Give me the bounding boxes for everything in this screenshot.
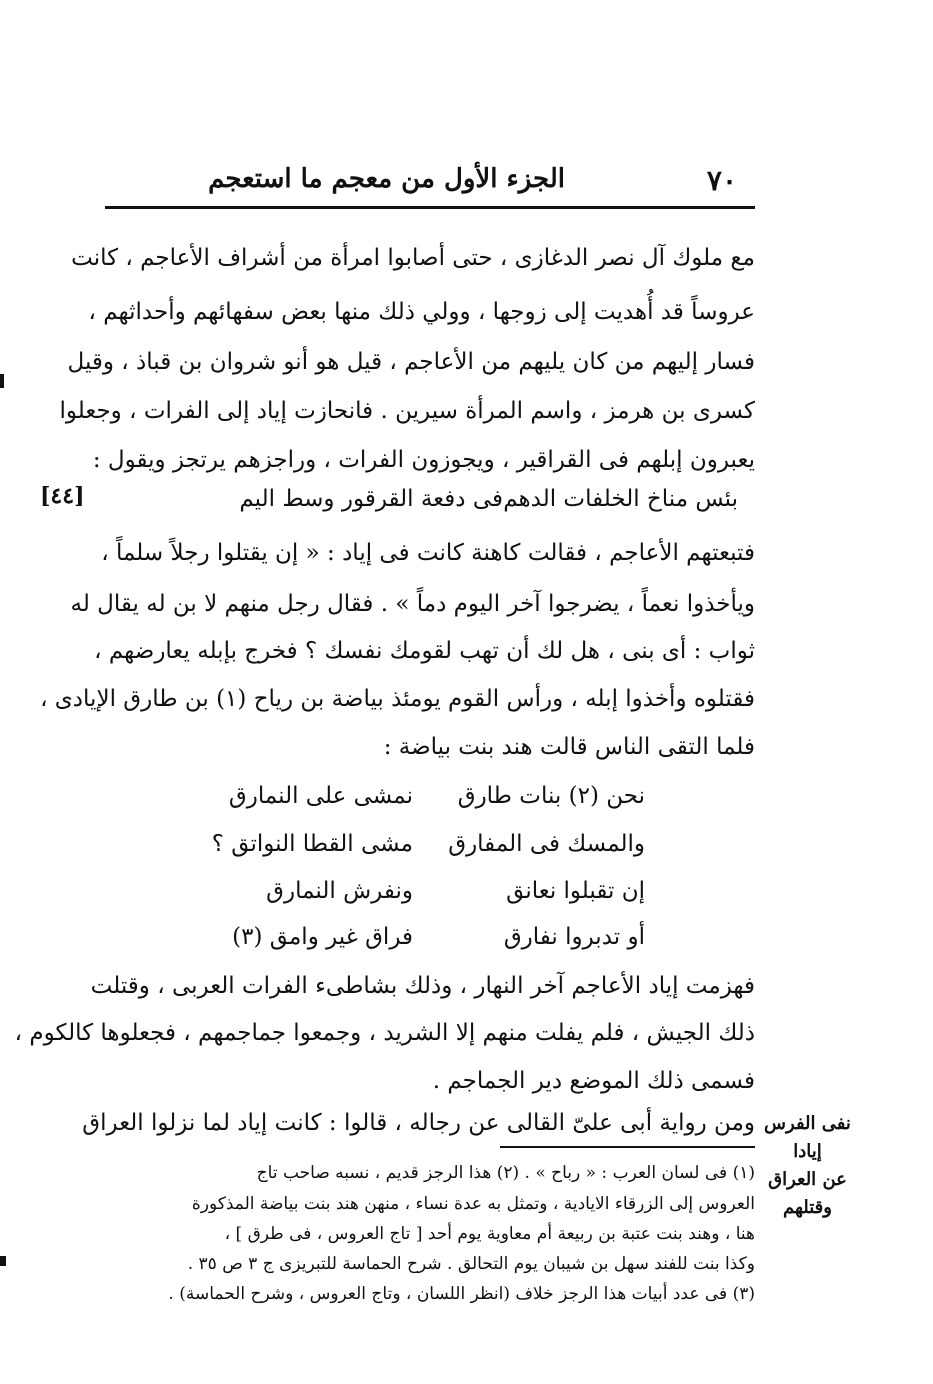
body-line: فهزمت إياد الأعاجم آخر النهار ، وذلك بشاطىء الفرات العربى ، وقتلت [90, 973, 755, 999]
body-line: عروساً قد أُهديت إلى زوجها ، وولي ذلك منها بعض سفهائهم وأحداثهم ، [88, 299, 755, 325]
poem-hemistich-b: ونفرش النمارق [266, 878, 413, 904]
poem-hemistich-a: أو تدبروا نفارق [503, 924, 645, 950]
footnote-line: هنا ، وهند بنت عتبة بن ربيعة أم معاوية يوم أحد [ تاج العروس ، فى طرق ] ، [224, 1224, 755, 1244]
body-line: فلما التقى الناس قالت هند بنت بياضة : [383, 734, 755, 760]
body-line: ويأخذوا نعماً ، يضرجوا آخر اليوم دماً » . فقال رجل منهم لا بن له يقال له [70, 591, 755, 617]
poem-hemistich-a: والمسك فى المفارق [448, 831, 645, 857]
body-line: يعبرون إبلهم فى القراقير ، ويجوزون الفرات ، وراجزهم يرتجز ويقول : [92, 447, 755, 473]
footnote-line: (٣) فى عدد أبيات هذا الرجز خلاف (انظر اللسان ، وتاج العروس ، وشرح الحماسة) . [168, 1284, 755, 1304]
poem-hemistich-b: نمشى على النمارق [228, 783, 413, 809]
body-line: ثواب : أى بنى ، هل لك أن تهب لقومك نفسك ؟ فخرج بإبله يعارضهم ، [94, 638, 755, 664]
margin-note-line: نفى الفرس إيادا [764, 1113, 851, 1162]
body-line: ذلك الجيش ، فلم يفلت منهم إلا الشريد ، وجمعوا جماجمهم ، فجعلوها كالكوم ، [14, 1020, 755, 1046]
verse-hemistich-right: بئس مناخ الخلفات الدهم [503, 486, 738, 512]
margin-note [750, 1110, 865, 1222]
poem-hemistich-b: مشى القطا النواتق ؟ [211, 831, 413, 857]
scan-edge-mark [0, 374, 4, 388]
footnote-rule [500, 1146, 755, 1148]
poem-hemistich-b: فراق غير وامق (٣) [232, 924, 413, 950]
poem-hemistich-a: إن تقبلوا نعانق [506, 878, 645, 904]
body-line: فتبعتهم الأعاجم ، فقالت كاهنة كانت فى إياد : « إن يقتلوا رجلاً سلماً ، [101, 540, 755, 566]
body-line: مع ملوك آل نصر الدغازى ، حتى أصابوا امرأة من أشراف الأعاجم ، كانت [71, 245, 755, 271]
scan-edge-mark [0, 1256, 6, 1266]
body-line: فسمى ذلك الموضع دير الجماجم . [432, 1068, 755, 1094]
footnote-line: وكذا بنت للفند سهل بن شيبان يوم التحالق . شرح الحماسة للتبريزى ج ٣ ص ٣٥ . [187, 1254, 755, 1274]
footnote-line: العروس إلى الزرقاء الايادية ، وتمثل به عدة نساء ، منهن هند بنت بياضة المذكورة [191, 1194, 755, 1214]
margin-note-line: عن العراق [768, 1168, 847, 1190]
verse-hemistich-left: فى دفعة القرقور وسط اليم [239, 486, 503, 512]
margin-number: [٤٤] [40, 483, 85, 509]
body-line: ومن رواية أبى علىّ القالى عن رجاله ، قالوا : كانت إياد لما نزلوا العراق [82, 1110, 755, 1136]
page-number: ٧٠ [706, 164, 737, 197]
footnote-line: (١) فى لسان العرب : « رباح » . (٢) هذا الرجز قديم ، نسبه صاحب تاج [256, 1163, 755, 1183]
body-line: فسار إليهم من كان يليهم من الأعاجم ، قيل هو أنو شروان بن قباذ ، وقيل [67, 349, 755, 375]
body-line: كسرى بن هرمز ، واسم المرأة سيرين . فانحازت إياد إلى الفرات ، وجعلوا [59, 398, 755, 424]
poem-hemistich-a: نحن (٢) بنات طارق [457, 783, 645, 809]
body-line: فقتلوه وأخذوا إبله ، ورأس القوم يومئذ بياضة بن رياح (١) بن طارق الإيادى ، [40, 686, 755, 712]
page-header [105, 158, 755, 209]
running-title: الجزء الأول من معجم ما استعجم [208, 164, 565, 194]
margin-note-line: وقتلهم [783, 1196, 832, 1218]
